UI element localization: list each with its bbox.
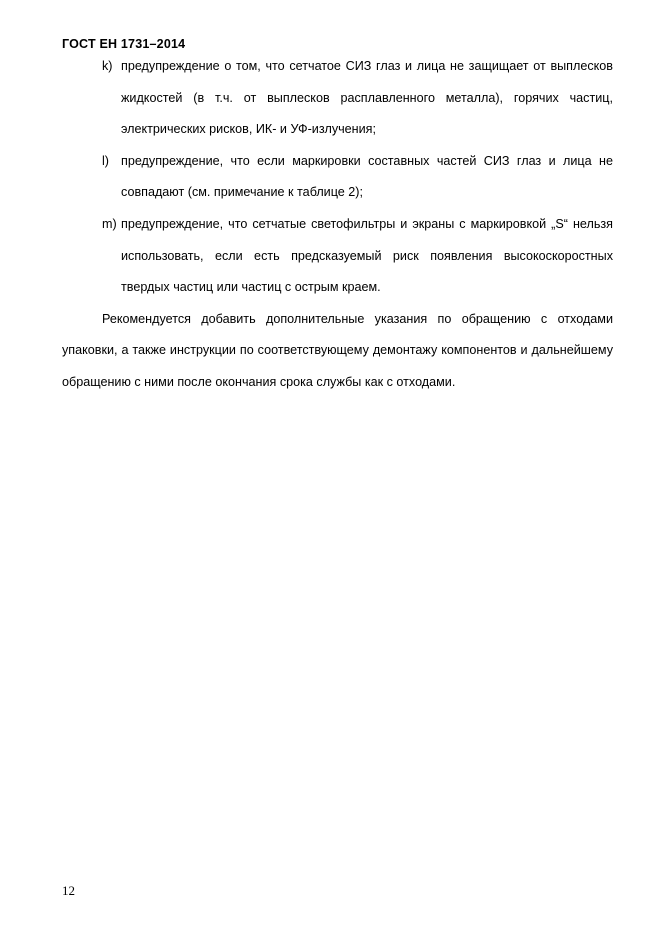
list-item-l-text: предупреждение, что если маркировки составных частей СИЗ глаз и лица не совпадают (см. примечание к таблице 2);: [121, 153, 613, 200]
list-item-k: [62, 51, 613, 146]
list-marker-m: m): [102, 216, 117, 231]
page-number: 12: [62, 883, 75, 898]
document-body: [62, 51, 613, 399]
recommendation-paragraph: Рекомендуется добавить дополнительные указания по обращению с отходами упаковки, а также инструкции по соответствующему демонтажу компонентов и дальнейшему обращению с ними после окончания срока службы как с отходами.: [62, 311, 613, 389]
list-item-l: [62, 146, 613, 209]
list-marker-l: l): [102, 153, 109, 168]
document-code: ГОСТ ЕН 1731–2014: [62, 37, 186, 51]
list-item-m-text: предупреждение, что сетчатые светофильтры и экраны с маркировкой „S“ нельзя использовать, если есть предсказуемый риск появления высокоскоростных твердых частиц или частиц с острым краем.: [121, 216, 613, 295]
list-marker-k: k): [102, 59, 113, 73]
list-item-k-text: предупреждение о том, что сетчатое СИЗ глаз и лица не защищает от выплесков жидкостей (в т.ч. от выплесков расплавленного металла), горячих частиц, электрических рисков, ИК- и УФ-излучения;: [121, 59, 613, 137]
list-item-m: [62, 209, 613, 304]
